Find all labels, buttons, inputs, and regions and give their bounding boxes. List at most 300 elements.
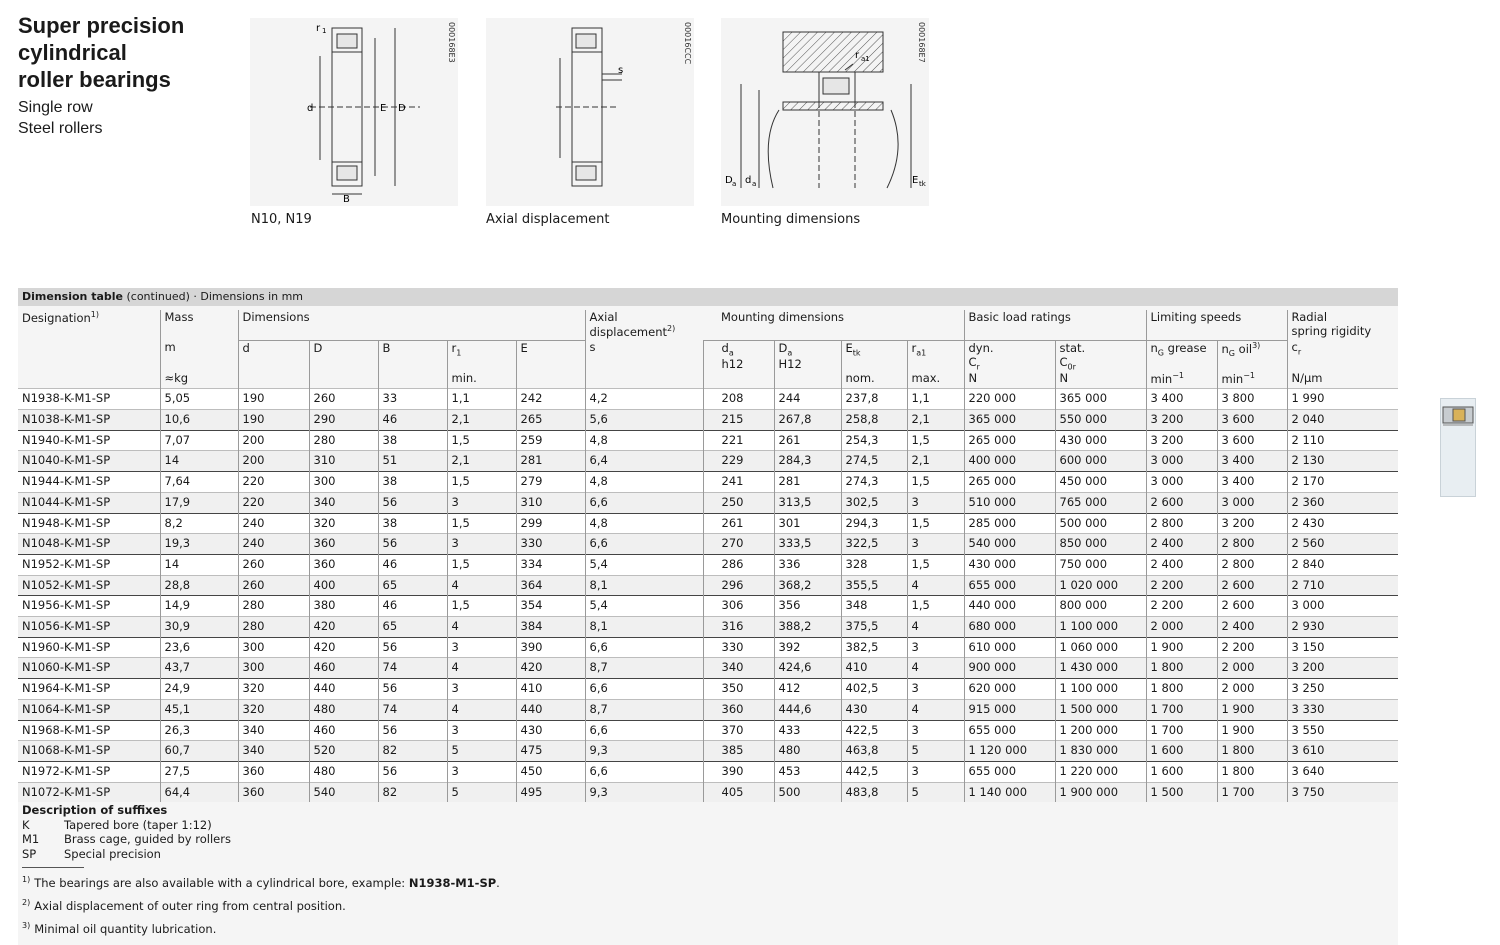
table-cell: 56 (378, 679, 447, 700)
table-cell: 5 (447, 741, 516, 762)
table-cell: 1 100 000 (1055, 679, 1146, 700)
table-cell: 280 (309, 430, 378, 451)
table-cell: 680 000 (964, 617, 1055, 638)
table-cell: 56 (378, 637, 447, 658)
table-cell: 259 (516, 430, 585, 451)
table-cell: 3 (907, 761, 964, 782)
table-cell: 265 000 (964, 472, 1055, 493)
col-rigidity: Radial spring rigidity (1287, 310, 1398, 340)
label-sub: a (732, 180, 737, 188)
table-row (18, 430, 1398, 451)
col-stat: stat. $C_{0r}$ (1055, 340, 1146, 371)
table-cell: 385 (703, 741, 774, 762)
table-cell: 320 (309, 513, 378, 534)
table-cell: 2 600 (1217, 596, 1287, 617)
table-cell: 244 (774, 389, 841, 410)
table-cell: 9,3 (585, 741, 703, 762)
cell-designation: N1038-K-M1-SP (22, 412, 111, 426)
cell-designation: N1938-K-M1-SP (22, 391, 111, 406)
table-cell: 1,5 (907, 472, 964, 493)
col-r1-note: min. (447, 371, 516, 389)
table-cell: 915 000 (964, 699, 1055, 720)
table-cell: 237,8 (841, 389, 907, 410)
table-cell: 200 (238, 430, 309, 451)
figure-axial-displacement (486, 18, 694, 206)
table-cell: 444,6 (774, 699, 841, 720)
table-cell: 3 400 (1146, 389, 1217, 410)
table-cell: 600 000 (1055, 451, 1146, 472)
table-cell: 4 (907, 575, 964, 596)
figure-bearing-section (250, 18, 458, 206)
table-cell: 45,1 (160, 699, 238, 720)
cell-designation: N1068-K-M1-SP (22, 743, 111, 758)
cell-designation: N1968-K-M1-SP (22, 722, 111, 737)
col-Etk-note: nom. (841, 371, 907, 389)
table-cell: 258,8 (841, 410, 907, 431)
table-row (18, 451, 1398, 472)
table-cell: 360 (309, 534, 378, 555)
figure-caption: Mounting dimensions (721, 212, 861, 227)
table-cell: 2 200 (1146, 596, 1217, 617)
table-cell: 27,5 (160, 761, 238, 782)
table-cell: 453 (774, 761, 841, 782)
table-cell: 360 (238, 761, 309, 782)
table-cell: 74 (378, 658, 447, 679)
table-cell: 5,4 (585, 596, 703, 617)
table-cell: 1 060 000 (1055, 637, 1146, 658)
table-cell: 302,5 (841, 492, 907, 513)
table-cell: 1 600 (1146, 761, 1217, 782)
table-cell: 495 (516, 782, 585, 802)
table-cell: 2 400 (1146, 554, 1217, 575)
table-cell: 3 330 (1287, 699, 1398, 720)
table-cell: 28,8 (160, 575, 238, 596)
table-cell: 2,1 (447, 410, 516, 431)
table-cell: 2 800 (1217, 534, 1287, 555)
table-row (18, 492, 1398, 513)
table-cell: 6,4 (585, 451, 703, 472)
table-cell: 2 400 (1146, 534, 1217, 555)
table-cell: 1,5 (447, 596, 516, 617)
table-cell: 3 600 (1217, 410, 1287, 431)
table-cell: 4 (907, 658, 964, 679)
table-cell: 2 600 (1217, 575, 1287, 596)
table-cell: 60,7 (160, 741, 238, 762)
table-cell: 2 430 (1287, 513, 1398, 534)
table-cell: 300 (238, 637, 309, 658)
cell-designation: N1060-K-M1-SP (22, 660, 111, 675)
label-r1: r (316, 23, 321, 34)
table-cell: 333,5 (774, 534, 841, 555)
table-cell: 2 110 (1287, 430, 1398, 451)
suffix-item: M1 Brass cage, guided by rollers (22, 832, 231, 846)
table-cell: 610 000 (964, 637, 1055, 658)
table-cell: 433 (774, 720, 841, 741)
table-cell: 340 (238, 720, 309, 741)
table-cell: 8,7 (585, 658, 703, 679)
table-cell: 405 (703, 782, 774, 802)
table-cell: 4,8 (585, 430, 703, 451)
table-cell: 3 (907, 679, 964, 700)
col-D: D (309, 340, 378, 371)
table-cell: 3 (907, 534, 964, 555)
table-cell: 1 500 000 (1055, 699, 1146, 720)
table-cell: 2 800 (1217, 554, 1287, 575)
label-sub: 1 (322, 27, 327, 35)
table-cell: 8,1 (585, 575, 703, 596)
table-cell: 1,5 (447, 430, 516, 451)
table-cell: 2 600 (1146, 492, 1217, 513)
table-cell: 6,6 (585, 534, 703, 555)
table-cell: 290 (309, 410, 378, 431)
col-Da: $D_a$ H12 (774, 340, 841, 371)
table-body (18, 389, 1398, 803)
table-cell: 200 (238, 451, 309, 472)
table-cell: 3 (447, 637, 516, 658)
table-cell: 355,5 (841, 575, 907, 596)
cell-designation: N1940-K-M1-SP (22, 432, 111, 447)
axial-displacement-drawing (486, 18, 694, 206)
table-cell: 430 000 (1055, 430, 1146, 451)
table-cell: 7,64 (160, 472, 238, 493)
table-cell: 420 (516, 658, 585, 679)
col-mass-unit: ≈kg (160, 371, 238, 389)
table-cell: 5 (447, 782, 516, 802)
label-sub: tk (919, 180, 926, 188)
table-row (18, 410, 1398, 431)
table-cell: 82 (378, 782, 447, 802)
table-row (18, 513, 1398, 534)
col-oil: $n_G$ oil$^{3)}$ (1217, 340, 1287, 371)
table-cell: 3 000 (1217, 492, 1287, 513)
table-cell: 4 (447, 575, 516, 596)
table-cell: 208 (703, 389, 774, 410)
table-cell: 3 (447, 720, 516, 741)
table-cell: 279 (516, 472, 585, 493)
table-cell: 8,7 (585, 699, 703, 720)
table-cell: 354 (516, 596, 585, 617)
table-cell: 1,1 (447, 389, 516, 410)
table-cell: 500 (774, 782, 841, 802)
table-cell: 284,3 (774, 451, 841, 472)
table-cell: 220 (238, 492, 309, 513)
table-cell: 1 800 (1217, 741, 1287, 762)
suffix-description (22, 803, 231, 868)
table-cell: 1 500 (1146, 782, 1217, 802)
subtitle-line: Steel rollers (18, 120, 103, 137)
col-rigidity-symbol: $c_r$ (1287, 340, 1398, 371)
table-cell: 1,1 (907, 389, 964, 410)
table-cell: 14,9 (160, 596, 238, 617)
table-cell: 1 900 (1217, 699, 1287, 720)
table-cell: 400 (309, 575, 378, 596)
table-cell: 430 (516, 720, 585, 741)
table-cell: 3 640 (1287, 761, 1398, 782)
table-cell: 1,5 (907, 554, 964, 575)
table-cell: 765 000 (1055, 492, 1146, 513)
table-cell: 3 (447, 492, 516, 513)
cell-designation: N1056-K-M1-SP (22, 619, 111, 634)
figure-mounting-dimensions (721, 18, 929, 206)
table-cell: 2 360 (1287, 492, 1398, 513)
table-cell: 384 (516, 617, 585, 638)
table-cell: 33 (378, 389, 447, 410)
table-cell: 56 (378, 534, 447, 555)
table-cell: 310 (516, 492, 585, 513)
table-cell: 1,5 (447, 513, 516, 534)
table-cell: 330 (703, 637, 774, 658)
table-cell: 320 (238, 699, 309, 720)
table-row (18, 389, 1398, 410)
table-cell: 2,1 (447, 451, 516, 472)
table-cell: 370 (703, 720, 774, 741)
table-cell: 23,6 (160, 637, 238, 658)
table-cell: 340 (703, 658, 774, 679)
title-line: roller bearings (18, 67, 171, 92)
table-subtitle: (continued) · Dimensions in mm (122, 290, 304, 303)
cell-designation: N1052-K-M1-SP (22, 577, 111, 592)
table-cell: 6,6 (585, 679, 703, 700)
table-cell: 402,5 (841, 679, 907, 700)
table-cell: 424,6 (774, 658, 841, 679)
table-cell: 3 (447, 534, 516, 555)
table-cell: 1 700 (1217, 782, 1287, 802)
table-cell: 442,5 (841, 761, 907, 782)
table-cell: 24,9 (160, 679, 238, 700)
label-Da: D (725, 175, 733, 186)
table-cell: 300 (238, 658, 309, 679)
table-cell: 328 (841, 554, 907, 575)
table-cell: 1,5 (907, 513, 964, 534)
table-cell: 510 000 (964, 492, 1055, 513)
table-cell: 2 000 (1217, 679, 1287, 700)
table-cell: 38 (378, 472, 447, 493)
table-cell: 1,5 (447, 472, 516, 493)
cell-designation: N1944-K-M1-SP (22, 474, 111, 489)
table-cell: 1 700 (1146, 699, 1217, 720)
table-cell: 480 (309, 761, 378, 782)
table-cell: 38 (378, 430, 447, 451)
table-cell: 300 (309, 472, 378, 493)
table-cell: 655 000 (964, 761, 1055, 782)
table-cell: 500 000 (1055, 513, 1146, 534)
table-cell: 313,5 (774, 492, 841, 513)
table-cell: 483,8 (841, 782, 907, 802)
table-cell: 1 020 000 (1055, 575, 1146, 596)
table-cell: 2 400 (1217, 617, 1287, 638)
table-cell: 65 (378, 617, 447, 638)
table-cell: 340 (309, 492, 378, 513)
table-cell: 2 200 (1217, 637, 1287, 658)
table-row (18, 534, 1398, 555)
col-s: s (585, 340, 703, 371)
table-cell: 450 000 (1055, 472, 1146, 493)
table-cell: 330 (516, 534, 585, 555)
table-cell: 306 (703, 596, 774, 617)
table-cell: 281 (774, 472, 841, 493)
table-cell: 3 250 (1287, 679, 1398, 700)
table-cell: 46 (378, 554, 447, 575)
table-cell: 56 (378, 492, 447, 513)
footnotes (22, 870, 500, 938)
table-cell: 412 (774, 679, 841, 700)
table-cell: 190 (238, 389, 309, 410)
table-cell: 43,7 (160, 658, 238, 679)
cell-designation: N1956-K-M1-SP (22, 598, 111, 613)
table-cell: 6,6 (585, 637, 703, 658)
table-cell: 410 (841, 658, 907, 679)
table-cell: 334 (516, 554, 585, 575)
table-cell: 360 (703, 699, 774, 720)
table-cell: 800 000 (1055, 596, 1146, 617)
table-cell: 280 (238, 617, 309, 638)
col-mass: Mass (160, 310, 238, 340)
table-cell: 1,5 (907, 596, 964, 617)
cell-designation: N1064-K-M1-SP (22, 701, 111, 716)
table-cell: 440 (309, 679, 378, 700)
table-cell: 4 (907, 699, 964, 720)
mounting-dimensions-drawing (721, 18, 929, 206)
table-cell: 4 (447, 699, 516, 720)
cell-designation: N1960-K-M1-SP (22, 639, 111, 654)
table-row (18, 699, 1398, 720)
figure-caption: N10, N19 (251, 212, 312, 227)
table-cell: 420 (309, 617, 378, 638)
table-cell: 450 (516, 761, 585, 782)
table-cell: 4,8 (585, 472, 703, 493)
col-dyn: dyn. $C_r$ (964, 340, 1055, 371)
table-cell: 2 000 (1146, 617, 1217, 638)
table-cell: 260 (309, 389, 378, 410)
table-cell: 6,6 (585, 761, 703, 782)
col-rigidity-unit: N/µm (1287, 371, 1398, 389)
dimension-table (18, 310, 1398, 802)
table-cell: 296 (703, 575, 774, 596)
table-cell: 4 (447, 617, 516, 638)
col-grease: $n_G$ grease (1146, 340, 1217, 371)
table-cell: 336 (774, 554, 841, 575)
col-da: $d_a$ h12 (703, 340, 774, 371)
table-cell: 3 (907, 720, 964, 741)
table-cell: 1 830 000 (1055, 741, 1146, 762)
table-cell: 3 (447, 761, 516, 782)
footnote: $^{2)}$ Axial displacement of outer ring from central position. (22, 897, 346, 913)
table-cell: 322,5 (841, 534, 907, 555)
table-cell: 3 610 (1287, 741, 1398, 762)
table-cell: 286 (703, 554, 774, 575)
table-cell: 6,6 (585, 492, 703, 513)
cell-designation: N1040-K-M1-SP (22, 453, 111, 468)
table-cell: 3 550 (1287, 720, 1398, 741)
table-title: Dimension table (22, 290, 123, 303)
table-cell: 30,9 (160, 617, 238, 638)
table-cell: 46 (378, 410, 447, 431)
col-r1: $r_1$ (447, 340, 516, 371)
table-cell: 1 900 (1146, 637, 1217, 658)
table-cell: 215 (703, 410, 774, 431)
table-cell: 4 (447, 658, 516, 679)
table-cell: 2 710 (1287, 575, 1398, 596)
table-cell: 1 100 000 (1055, 617, 1146, 638)
table-cell: 1 900 000 (1055, 782, 1146, 802)
table-cell: 392 (774, 637, 841, 658)
table-cell: 2 130 (1287, 451, 1398, 472)
table-cell: 1 200 000 (1055, 720, 1146, 741)
table-cell: 3 750 (1287, 782, 1398, 802)
footnote: $^{1)}$ The bearings are also available with a cylindrical bore, example: N1938-M1-SP. (22, 875, 500, 890)
table-cell: 220 000 (964, 389, 1055, 410)
table-row (18, 575, 1398, 596)
table-row (18, 782, 1398, 802)
table-cell: 463,8 (841, 741, 907, 762)
table-cell: 375,5 (841, 617, 907, 638)
table-cell: 261 (703, 513, 774, 534)
table-cell: 1 800 (1146, 679, 1217, 700)
table-cell: 17,9 (160, 492, 238, 513)
table-row (18, 741, 1398, 762)
table-cell: 4 (907, 617, 964, 638)
table-cell: 2,1 (907, 410, 964, 431)
suffix-item: K Tapered bore (taper 1:12) (22, 817, 212, 832)
cell-designation: N1948-K-M1-SP (22, 515, 111, 530)
table-cell: 1 990 (1287, 389, 1398, 410)
table-cell: 388,2 (774, 617, 841, 638)
table-cell: 3 400 (1217, 451, 1287, 472)
table-cell: 3 600 (1217, 430, 1287, 451)
table-cell: 3 200 (1146, 410, 1217, 431)
table-cell: 5 (907, 782, 964, 802)
bearing-section-drawing (250, 18, 458, 206)
table-cell: 460 (309, 720, 378, 741)
table-cell: 3 (907, 492, 964, 513)
table-cell: 5,4 (585, 554, 703, 575)
table-cell: 9,3 (585, 782, 703, 802)
page-title (18, 12, 184, 93)
col-dimensions: Dimensions (238, 310, 585, 340)
col-axial: Axial displacement$^{2)}$ (585, 310, 703, 340)
table-cell: 82 (378, 741, 447, 762)
table-cell: 380 (309, 596, 378, 617)
table-cell: 3 800 (1217, 389, 1287, 410)
table-cell: 2 930 (1287, 617, 1398, 638)
table-cell: 270 (703, 534, 774, 555)
table-row (18, 637, 1398, 658)
title-line: Super precision (18, 13, 185, 38)
table-cell: 356 (774, 596, 841, 617)
table-cell: 250 (703, 492, 774, 513)
table-cell: 3 (447, 679, 516, 700)
table-cell: 26,3 (160, 720, 238, 741)
table-header-bar (18, 288, 1398, 306)
table-cell: 550 000 (1055, 410, 1146, 431)
table-cell: 1 800 (1146, 658, 1217, 679)
table-cell: 1 220 000 (1055, 761, 1146, 782)
cell-designation: N1044-K-M1-SP (22, 494, 111, 509)
table-cell: 56 (378, 720, 447, 741)
table-cell: 274,5 (841, 451, 907, 472)
label-D: D (398, 103, 406, 114)
table-cell: 365 000 (964, 410, 1055, 431)
table-cell: 3 400 (1217, 472, 1287, 493)
table-cell: 4,2 (585, 389, 703, 410)
label-sub: a (752, 180, 757, 188)
table-cell: 265 000 (964, 430, 1055, 451)
table-row (18, 720, 1398, 741)
table-cell: 540 (309, 782, 378, 802)
table-cell: 5,6 (585, 410, 703, 431)
table-cell: 5,05 (160, 389, 238, 410)
table-cell: 4,8 (585, 513, 703, 534)
